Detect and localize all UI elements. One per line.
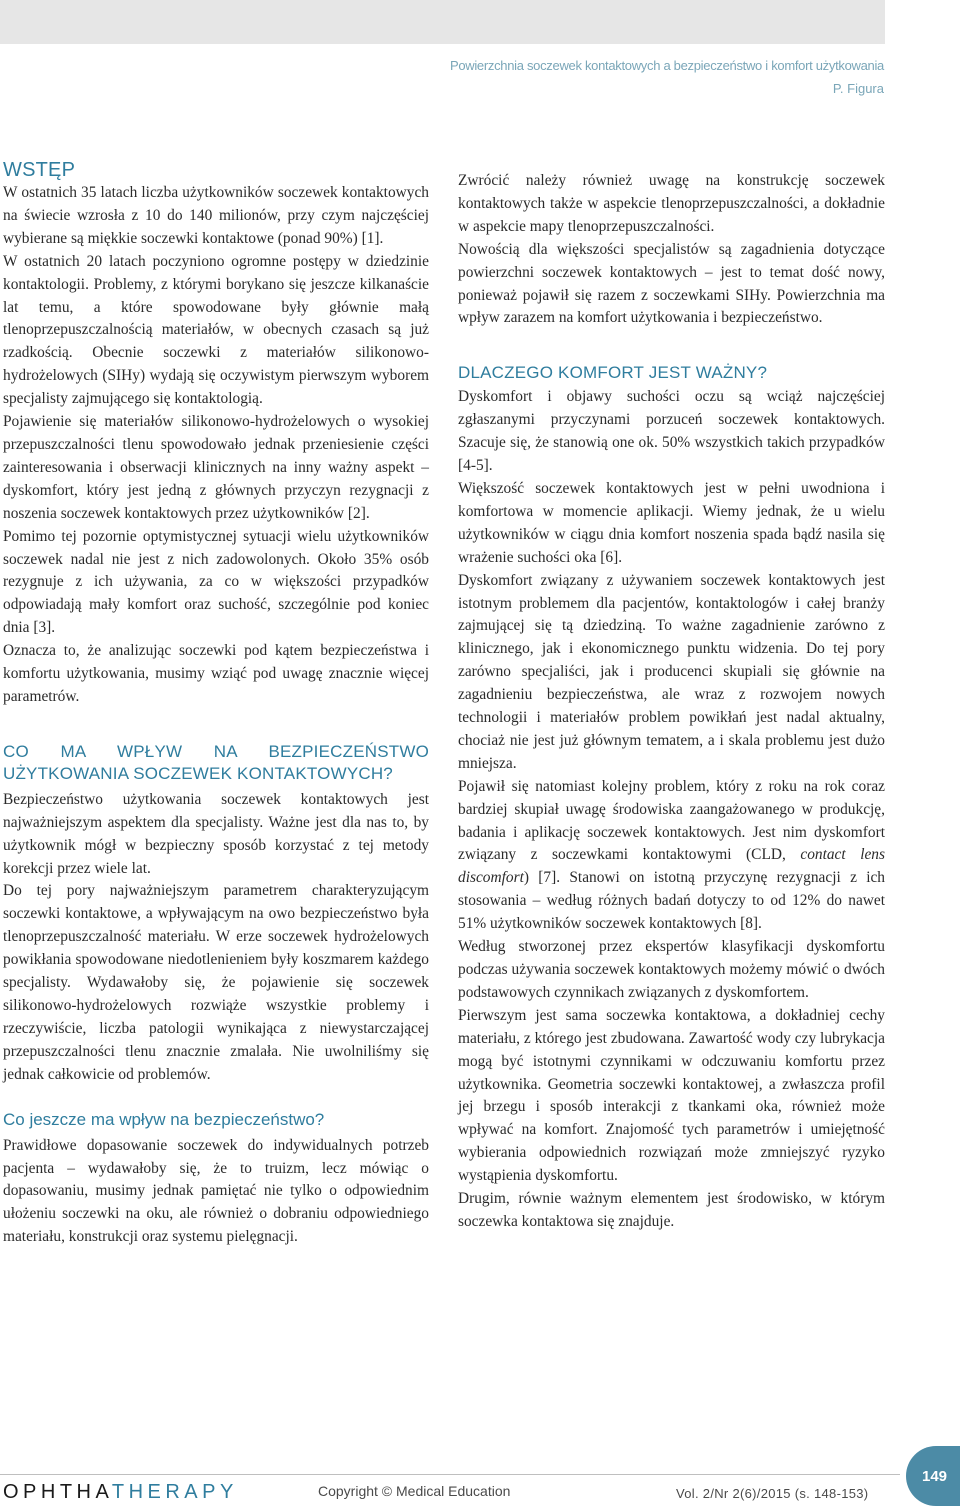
logo-part-1: OPHTHA — [3, 1481, 112, 1503]
section-heading-comfort: DLACZEGO KOMFORT JEST WAŻNY? — [458, 363, 768, 383]
paragraph: Drugim, równie ważnym elementem jest środowisko, w którym soczewka kontaktowa się znajduje. — [458, 1190, 885, 1230]
emphasis-term: contact lens discomfort — [458, 846, 885, 887]
paragraph: Oznacza to, że analizując soczewki pod kątem bezpieczeństwa i komfortu użytkowania, musimy wziąć pod uwagę znacznie więcej parametrów. — [3, 642, 429, 705]
page-number: 149 — [922, 1468, 948, 1485]
paragraph: Dyskomfort związany z używaniem soczewek kontaktowych jest istotnym problemem dla pacjentów, kontaktologów i całej branży zajmującej się tą dziedziną. To ważne zagadnienie zarówno z klinicznego, jak i ekonomicznego punktu widzenia. Do tej pory zarówno specjaliści, jak i producenci skupiali się głównie na zagadnieniu bezpieczeństwa, ale wraz z rozwojem nowych technologii i materiałów problem powikłań jest nadal aktualny, chociaż nie jest już głównym tematem, a i skala problemu jest dużo mniejsza. — [458, 571, 885, 772]
journal-logo — [3, 1481, 238, 1504]
right-column — [458, 170, 885, 1234]
paragraph: Pojawienie się materiałów silikonowo-hydrożelowych o wysokiej przepuszczalności tlenu spowodowało jednak przeniesienie części zainteresowania i obserwacji klinicznych na inny ważny aspekt – dyskomfort, który jest jedną z głównych przyczyn rezygnacji z noszenia soczewek kontaktowych przez użytkowników [2]. — [3, 413, 429, 522]
copyright-notice: Copyright © Medical Education — [318, 1483, 511, 1499]
text-run: Pojawił się natomiast kolejny problem, który z roku na rok coraz bardziej skupiał uwagę środowiska zaangażowanego w produkcję, badania i aplikację soczewek kontaktowych. Jest nim dyskomfort związany z soczewkami kontaktowymi (CLD, — [458, 777, 885, 864]
paragraph: Według stworzonej przez ekspertów klasyfikacji dyskomfortu podczas używania soczewek kontaktowych możemy mówić o dwóch podstawowych czynnikach związanych z dyskomfortem. — [458, 938, 885, 1001]
paragraph: Prawidłowe dopasowanie soczewek do indywidualnych potrzeb pacjenta – wydawałoby się, że to truizm, lecz mówiąc o dopasowaniu, musimy jednak pamiętać nie tylko o odpowiednim ułożeniu soczewki na oku, ale również o dobraniu odpowiedniego materiału, konstrukcji oraz systemu pielęgnacji. — [3, 1136, 429, 1246]
section-heading-wstep: WSTĘP — [3, 159, 76, 181]
paragraph: W ostatnich 35 latach liczba użytkowników soczewek kontaktowych na świecie wzrosła z 10 do 140 milionów, przy czym najczęściej wybierane są miękkie soczewki kontaktowe (ponad 90%) [1]. — [3, 184, 429, 247]
top-bar — [0, 0, 885, 44]
paragraph: Nowością dla większości specjalistów są zagadnienia dotyczące powierzchni soczewek kontaktowych – jest to temat dość nowy, ponieważ pojawił się razem z soczewkami SIHy. Powierzchnia ma wpływ zarazem na komfort użytkowania i bezpieczeństwo. — [458, 240, 885, 327]
section-heading-safety: CO MA WPŁYW NA BEZPIECZEŃSTWO UŻYTKOWANIA SOCZEWEK KONTAKTOWYCH? — [3, 741, 429, 783]
text-run: ) [7]. Stanowi on istotną przyczynę rezygnacji z ich stosowania – według różnych badań dotyczy to od 12% do nawet 51% użytkowników soczewek kontaktowych [8]. — [458, 869, 885, 933]
paragraph: Dyskomfort i objawy suchości oczu są wciąż najczęściej zgłaszanymi przyczynami porzuceń soczewek kontaktowych. Szacuje się, że stanowią one ok. 50% wszystkich takich przypadków [4-5]. — [458, 388, 885, 475]
logo-part-2: THERAPY — [111, 1481, 238, 1503]
volume-info: Vol. 2/Nr 2(6)/2015 (s. 148-153) — [676, 1486, 869, 1501]
paragraph: Większość soczewek kontaktowych jest w pełni uwodniona i komfortowa w momencie aplikacji. Wiemy jednak, że u wielu użytkowników w ciągu dnia komfort noszenia spada bądź nasila się wrażenie suchości oka [6]. — [458, 479, 885, 566]
paragraph — [458, 776, 885, 936]
running-header-title: Powierzchnia soczewek kontaktowych a bezpieczeństwo i komfort użytkowania — [449, 58, 884, 73]
paragraph: Zwrócić należy również uwagę na konstrukcję soczewek kontaktowych także w aspekcie tlenoprzepuszczalności, a dokładnie w aspekcie mapy tlenoprzepuszczalności. — [458, 172, 885, 235]
paragraph: Pierwszym jest sama soczewka kontaktowa, a dokładniej cechy materiału, z którego jest zbudowana. Zawartość wody czy lubrykacja mogą być istotnymi czynnikami w odczuwaniu komfortu przez użytkownika. Geometria soczewki kontaktowej, a zwłaszcza profil jej brzegu i sposób interakcji z tkankami oka, również może wpływać na komfort. Znajomość tych parametrów i umiejętność wybierania odpowiednich rozwiązań może zmniejszyć ryzyko wystąpienia dyskomfortu. — [458, 1006, 885, 1185]
subsection-heading: Co jeszcze ma wpływ na bezpieczeństwo? — [3, 1109, 325, 1129]
running-header-author: P. Figura — [832, 81, 884, 96]
paragraph: Pomimo tej pozornie optymistycznej sytuacji wielu użytkowników soczewek nadal nie jest z nich zadowolonych. Około 35% osób rezygnuje z ich używania, za co w większości przypadków odpowiadają mały komfort oraz suchość, szczególnie pod koniec dnia [3]. — [3, 527, 429, 637]
paragraph: W ostatnich 20 latach poczyniono ogromne postępy w dziedzinie kontaktologii. Problemy, z którymi borykano się jeszcze kilkanaście lat temu, a które spowodowane były głównie małą tlenoprzepuszczalnością materiałów, w obecnych czasach są już rzadkością. Obecnie soczewki z materiałów silikonowo-hydrożelowych (SIHy) wydają się oczywistym pierwszym wyborem specjalisty zajmującego się kontaktologią. — [3, 252, 429, 408]
paragraph: Do tej pory najważniejszym parametrem charakteryzującym soczewki kontaktowe, a wpływającym na owo bezpieczeństwo była tlenoprzepuszczalność materiału. W erze soczewek hydrożelowych powikłania spowodowane niedotlenieniem były koszmarem każdego specjalisty. Wydawałoby się, że pojawienie się soczewek silikonowo-hydrożelowych rozwiąże wszystkie problemy i rzeczywiście, liczba patologii wynikająca z niewystarczającej przepuszczalności tlenu znacznie zmalała. Nie uwolniliśmy się jednak całkowicie od problemów. — [3, 882, 429, 1083]
left-column — [3, 158, 429, 1249]
paragraph: Bezpieczeństwo użytkowania soczewek kontaktowych jest najważniejszym aspektem dla specjalisty. Ważne jest dla nas to, by użytkownik mógł w bezpieczny sposób korzystać z tej metody korekcji przez wiele lat. — [3, 790, 429, 877]
footer-divider — [0, 1474, 900, 1475]
